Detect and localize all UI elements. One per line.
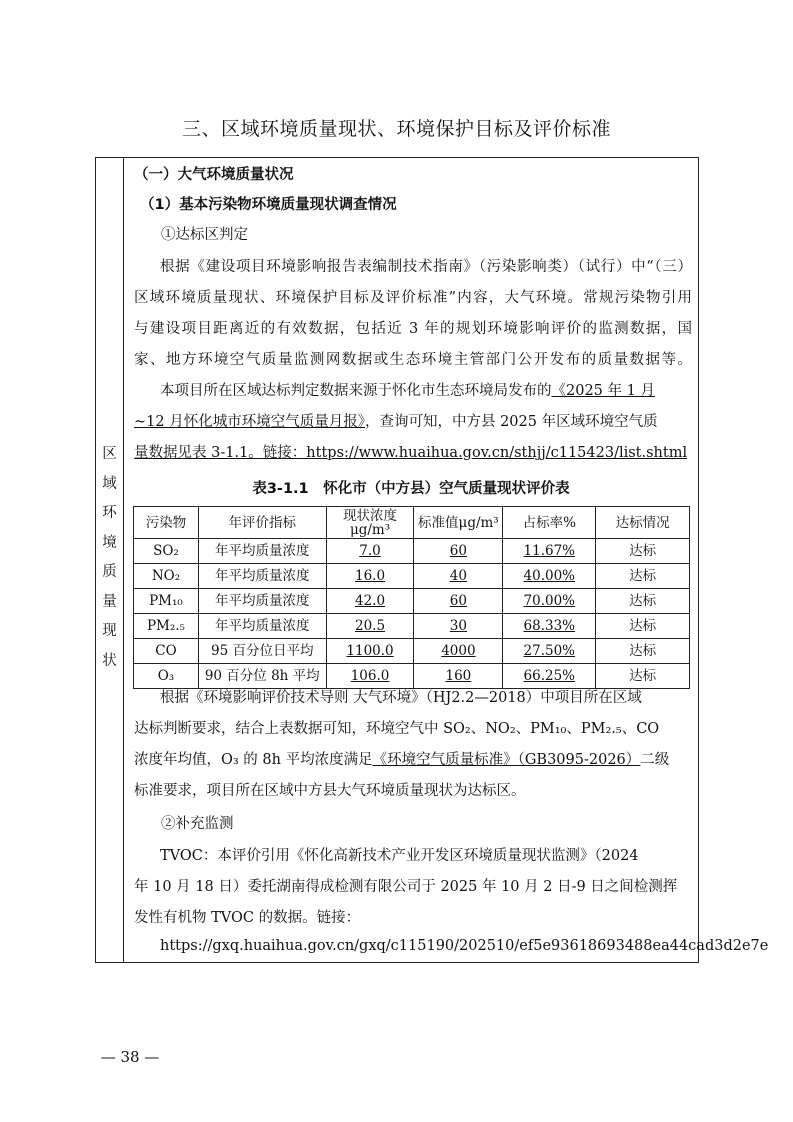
sub-heading-2: ②补充监测: [161, 816, 234, 832]
table-header: 达标情况: [596, 507, 690, 539]
sub-heading-1: ①达标区判定: [161, 227, 248, 243]
content-body: [124, 158, 769, 962]
paragraph-line: TVOC：本评价引用《怀化高新技术产业开发区环境质量现状监测》（2024: [160, 848, 639, 864]
report-link-text: 《2025 年 1 月: [551, 383, 655, 399]
table-header: 现状浓度μg/m³: [326, 507, 414, 539]
side-label-column: [96, 158, 124, 962]
paragraph-line: 区域环境质量现状、环境保护目标及评价标准”内容，大气环境。常规污染物引用: [134, 290, 692, 306]
paragraph-line: 量数据见表 3-1.1。链接：https://www.huaihua.gov.cn/sthjj/c115423/list.shtml: [134, 445, 688, 461]
paragraph-line: 年 10 月 18 日）委托湖南得成检测有限公司于 2025 年 10 月 2 日-9 日之间检测挥: [134, 879, 678, 895]
source-url[interactable]: 链接：https://www.huaihua.gov.cn/sthjj/c115423/list.shtml: [262, 445, 688, 461]
paragraph-line: ~12 月怀化城市环境空气质量月报》，查询可知，中方县 2025 年区域环境空气质: [134, 414, 658, 430]
side-label: 区 域 环 境 质 量 现 状: [102, 446, 117, 669]
paragraph-line: 根据《环境影响评价技术导则 大气环境》（HJ2.2—2018）中项目所在区域: [160, 690, 642, 706]
air-quality-table: [133, 506, 690, 689]
report-link-text: ~12 月怀化城市环境空气质量月报》: [134, 414, 365, 430]
paragraph-line: 标准要求，项目所在区域中方县大气环境质量现状为达标区。: [134, 783, 526, 799]
table-row: PM₁₀ 年平均质量浓度 42.0 60 70.00% 达标: [134, 589, 690, 614]
paragraph-line: 达标判断要求，结合上表数据可知，环境空气中 SO₂、NO₂、PM₁₀、PM₂.₅、CO: [134, 721, 660, 737]
table-header: 年评价指标: [198, 507, 326, 539]
table-row: PM₂.₅ 年平均质量浓度 20.5 30 68.33% 达标: [134, 614, 690, 639]
table-caption: 表3-1.1 怀化市（中方县）空气质量现状评价表: [252, 481, 570, 497]
content-frame: [95, 157, 769, 963]
table-header: 标准值μg/m³: [414, 507, 503, 539]
page-title: 三、区域环境质量现状、环境保护目标及评价标准: [181, 118, 611, 140]
paragraph-line: 家、地方环境空气质量监测网数据或生态环境主管部门公开发布的质量数据等。: [134, 352, 692, 368]
table-header-row: [134, 507, 690, 539]
table-row: CO 95 百分位日平均 1100.0 4000 27.50% 达标: [134, 639, 690, 664]
paragraph-line: 发性有机物 TVOC 的数据。链接：: [134, 910, 361, 926]
paragraph-line: 本项目所在区域达标判定数据来源于怀化市生态环境局发布的《2025 年 1 月: [160, 383, 655, 399]
page-number: — 38 —: [100, 1048, 160, 1066]
table-row: SO₂ 年平均质量浓度 7.0 60 11.67% 达标: [134, 539, 690, 564]
section-heading: （一）大气环境质量状况: [134, 167, 294, 183]
paragraph-line: 与建设项目距离近的有效数据，包括近 3 年的规划环境影响评价的监测数据，国: [134, 321, 692, 337]
subsection-heading: （1）基本污染物环境质量现状调查情况: [140, 197, 397, 213]
table-row: O₃ 90 百分位 8h 平均 106.0 160 66.25% 达标: [134, 664, 690, 689]
table-row: NO₂ 年平均质量浓度 16.0 40 40.00% 达标: [134, 564, 690, 589]
table-header: 占标率%: [503, 507, 596, 539]
paragraph-line: 根据《建设项目环境影响报告表编制技术指南》（污染影响类）（试行）中“（三）: [160, 259, 692, 275]
monitoring-url[interactable]: https://gxq.huaihua.gov.cn/gxq/c115190/202510/ef5e93618693488ea44cad3d2e7e: [160, 938, 769, 954]
table-header: 污染物: [134, 507, 199, 539]
paragraph-line: 浓度年均值，O₃ 的 8h 平均浓度满足《环境空气质量标准》（GB3095-2026）二级: [134, 752, 670, 768]
standard-reference: 《环境空气质量标准》（GB3095-2026）: [372, 752, 641, 768]
